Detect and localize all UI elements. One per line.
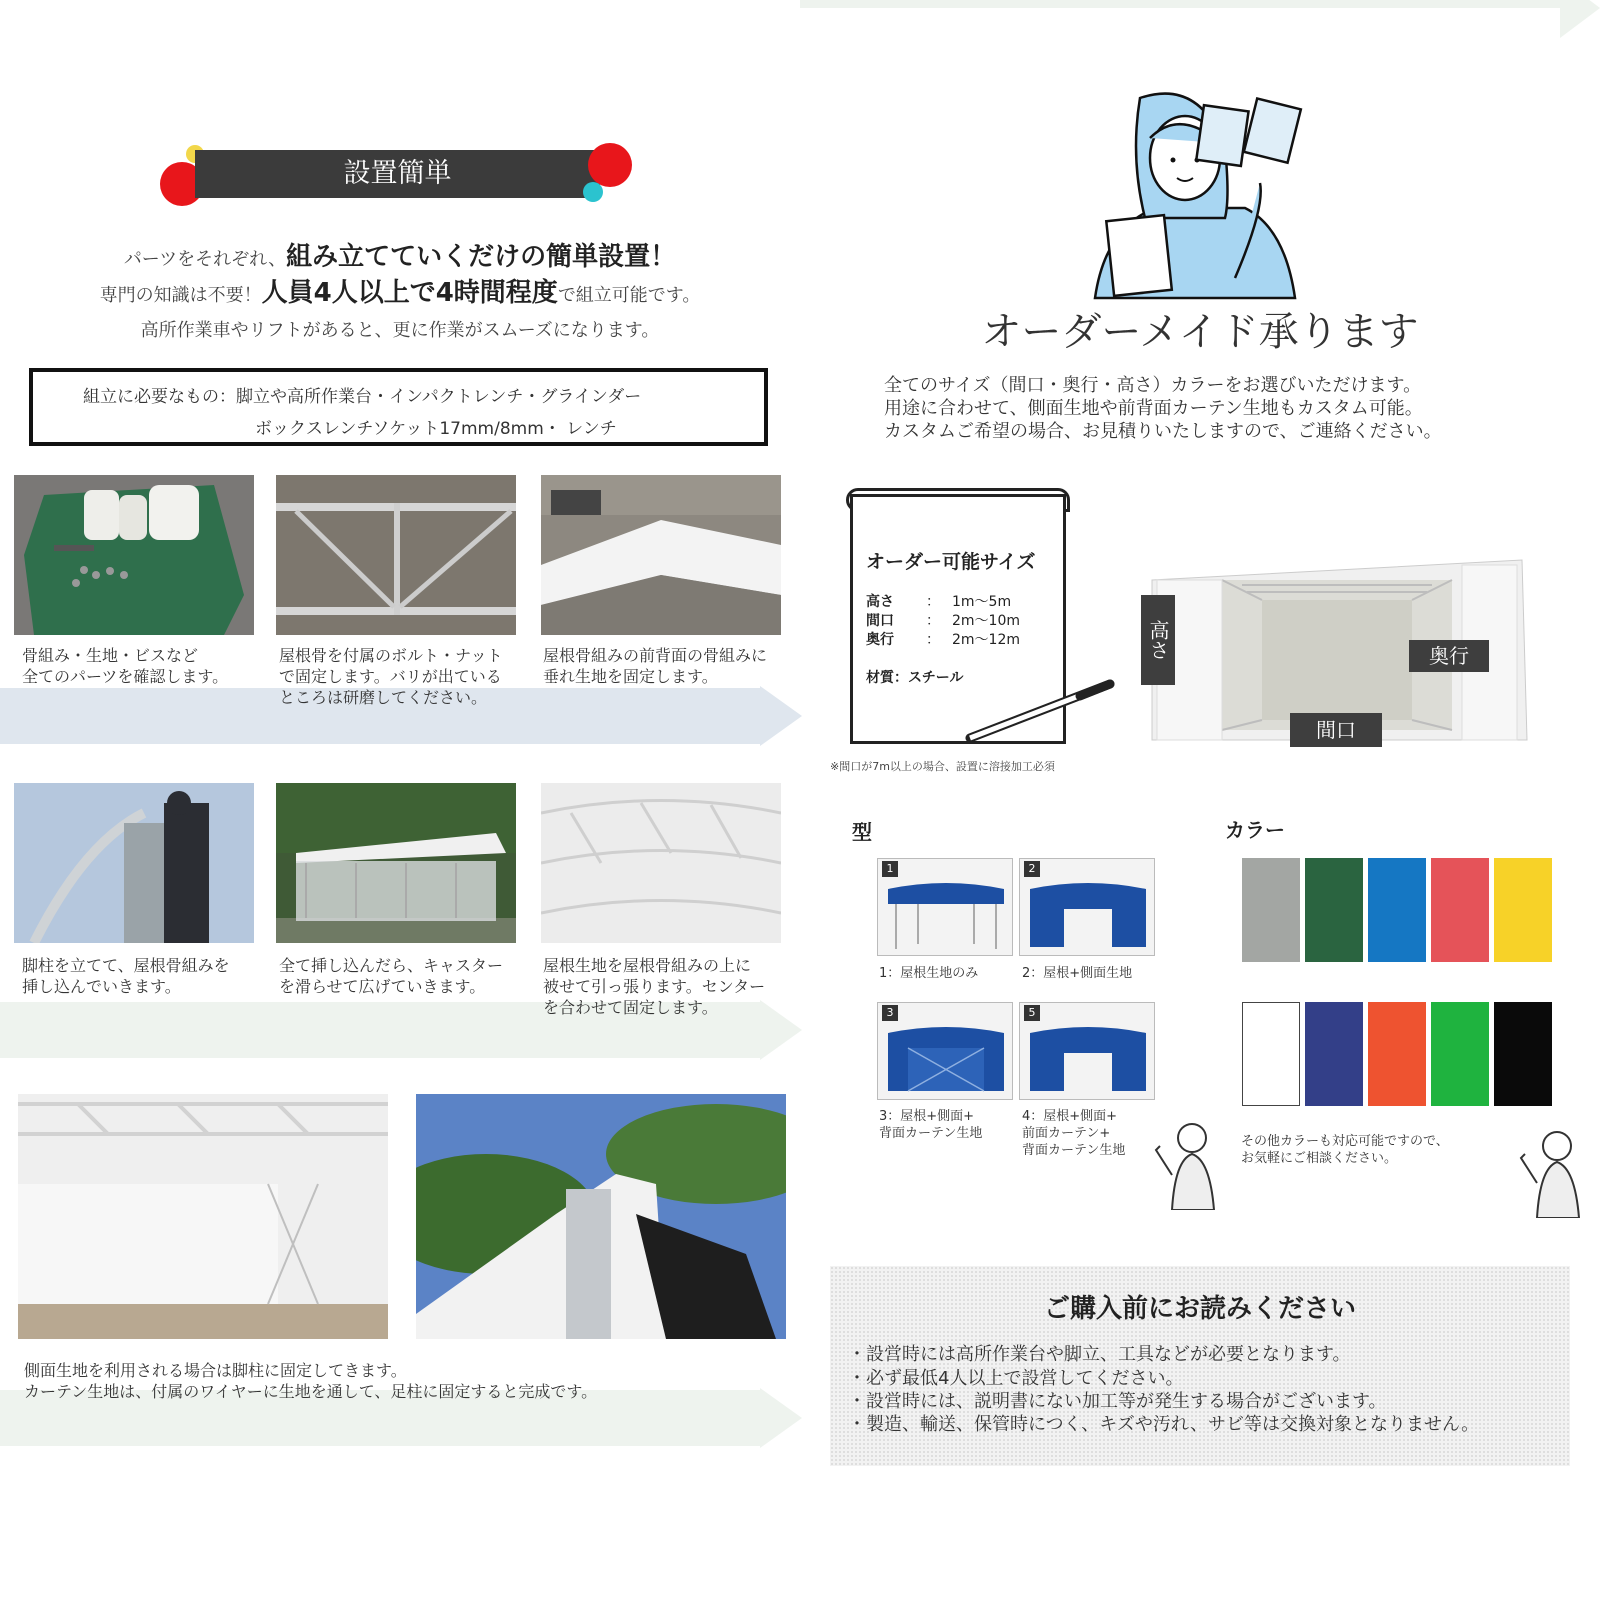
weld-note: ※間口が7m以上の場合、設置に溶接加工必須 (830, 760, 1055, 773)
size-row-height-sep: ： (926, 594, 940, 610)
section-title-easy-setup: 設置簡単 (195, 150, 600, 198)
dimension-height-label: 高さ (1141, 595, 1175, 685)
notice-item-1: ・設営時には高所作業台や脚立、工具などが必要となります。 (848, 1344, 1351, 1365)
size-row-depth-sep: ： (926, 632, 940, 648)
step-caption-1: 骨組み・生地・ビスなど 全てのパーツを確認します。 (22, 646, 229, 686)
type-label-1: 1：屋根生地のみ (879, 966, 979, 981)
size-row-width-label: 間口 (866, 613, 894, 629)
color-swatch-row2-2[interactable] (1305, 1002, 1363, 1106)
roof-fabric-illustration (541, 783, 781, 943)
step-photo-roof-frame (276, 475, 516, 635)
step-caption-3: 屋根骨組みの前背面の骨組みに 垂れ生地を固定します。 (543, 646, 768, 686)
type-image-3 (877, 1002, 1013, 1100)
color-swatch-row2-1[interactable] (1242, 1002, 1300, 1106)
step-photo-roof-fabric (541, 783, 781, 943)
curtain-fabric-illustration (416, 1094, 786, 1339)
order-title: オーダーメイド承ります (981, 309, 1419, 355)
step-photo-curtain-fabric (416, 1094, 786, 1339)
decor-dot-red-right (588, 143, 632, 187)
top-band-arrow (1560, 0, 1600, 38)
color-swatch-row1-2[interactable] (1305, 858, 1363, 962)
color-swatch-row1-1[interactable] (1242, 858, 1300, 962)
size-row-height-label: 高さ (866, 594, 894, 610)
size-card-title: オーダー可能サイズ (866, 551, 1036, 573)
step-caption-4: 脚柱を立てて、屋根骨組みを 挿し込んでいきます。 (22, 956, 230, 996)
order-description: 全てのサイズ（間口・奥行・高さ）カラーをお選びいただけます。 用途に合わせて、側面生地や前背面カーテン生地もカスタム可能。 カスタムご希望の場合、お見積りいたしますので、ご連絡ください。 (884, 375, 1442, 442)
purchase-notice (830, 1266, 1570, 1466)
step-caption-5: 全て挿し込んだら、キャスター を滑らせて広げていきます。 (279, 956, 504, 996)
type-image-1 (877, 858, 1013, 956)
staff-illustration (1085, 88, 1325, 308)
step-caption-6: 屋根生地を屋根骨組みの上に 被せて引っ張ります。センター を合わせて固定します。 (543, 956, 766, 1017)
dimension-width-label: 間口 (1290, 713, 1382, 747)
notice-item-3: ・設営時には、説明書にない加工等が発生する場合がございます。 (848, 1391, 1387, 1412)
type-number-5: 5 (1024, 1005, 1040, 1021)
pointing-person-icon-1 (1150, 1120, 1220, 1210)
type-number-2: 2 (1024, 861, 1040, 877)
size-row-depth-value: 2m～12m (952, 632, 1020, 648)
step-photo-parts (14, 475, 254, 635)
lead-line-1-pre: パーツをそれぞれ、 (123, 249, 287, 270)
step-photo-side-fabric (18, 1094, 388, 1339)
final-caption: 側面生地を利用される場合は脚柱に固定してきます。 カーテン生地は、付属のワイヤーに生地を通して、足柱に固定すると完成です。 (24, 1361, 598, 1401)
step-row-2-arrow (760, 1000, 802, 1060)
lead-line-2-post: で組立可能です。 (557, 285, 701, 306)
type-label-4: 4：屋根+側面+ 前面カーテン+ 背面カーテン生地 (1022, 1109, 1126, 1158)
color-swatch-row2-4[interactable] (1431, 1002, 1489, 1106)
type-heading: 型 (852, 820, 872, 844)
color-note: その他カラーも対応可能ですので、 お気軽にご相談ください。 (1241, 1134, 1449, 1166)
side-fabric-illustration (18, 1094, 388, 1339)
notice-item-4: ・製造、輸送、保管時につく、キズや汚れ、サビ等は交換対象となりません。 (848, 1414, 1480, 1435)
hanging-fabric-illustration (541, 475, 781, 635)
decor-dot-cyan (583, 182, 603, 202)
type-number-3: 3 (882, 1005, 898, 1021)
color-swatch-row2-3[interactable] (1368, 1002, 1426, 1106)
size-row-depth-label: 奥行 (866, 632, 894, 648)
step-photo-hanging-fabric (541, 475, 781, 635)
pointing-person-icon-2 (1515, 1128, 1585, 1218)
color-swatch-row1-3[interactable] (1368, 858, 1426, 962)
size-row-width-value: 2m～10m (952, 613, 1020, 629)
pen-icon (960, 676, 1120, 746)
slide-casters-illustration (276, 783, 516, 943)
size-row-width (866, 610, 1020, 630)
notice-item-2: ・必ず最低4人以上で設営してください。 (848, 1368, 1184, 1389)
step-row-3-arrow (760, 1388, 802, 1448)
size-row-height-value: 1m～5m (952, 594, 1012, 610)
dimension-depth-label: 奥行 (1409, 640, 1489, 672)
roof-frame-illustration (276, 475, 516, 635)
color-heading: カラー (1225, 818, 1285, 842)
lead-line-2-pre: 専門の知識は不要！ (99, 285, 262, 306)
type-label-2: 2：屋根+側面生地 (1022, 966, 1133, 981)
step-photo-slide-casters (276, 783, 516, 943)
lead-line-1 (0, 236, 800, 273)
color-swatch-row2-5[interactable] (1494, 1002, 1552, 1106)
step-photo-insert-frame (14, 783, 254, 943)
required-tools-box (29, 368, 768, 446)
type-image-2 (1019, 858, 1155, 956)
lead-line-3: 高所作業車やリフトがあると、更に作業がスムーズになります。 (140, 320, 660, 341)
lead-line-2 (0, 272, 800, 309)
type-image-4 (1019, 1002, 1155, 1100)
size-row-depth (866, 629, 1020, 649)
staff-woman-icon (1085, 88, 1325, 308)
insert-frame-illustration (14, 783, 254, 943)
size-row-width-sep: ： (926, 613, 940, 629)
step-row-1-arrow (760, 686, 802, 746)
notice-title: ご購入前にお読みください (1043, 1294, 1356, 1324)
size-card-material: 材質：スチール (866, 670, 964, 686)
type-label-3: 3：屋根+側面+ 背面カーテン生地 (879, 1109, 983, 1141)
top-band (800, 0, 1560, 8)
lead-line-1-bold: 組み立てていくだけの簡単設置！ (286, 242, 677, 272)
color-swatch-row1-5[interactable] (1494, 858, 1552, 962)
step-caption-2: 屋根骨を付属のボルト・ナット で固定します。バリが出ている ところは研磨してください。 (279, 646, 503, 707)
lead-line-2-bold: 人員4人以上で4時間程度 (261, 278, 558, 308)
required-tools-line-1: 組立に必要なもの：脚立や高所作業台・インパクトレンチ・グラインダー (83, 387, 642, 407)
size-row-height (866, 591, 1011, 611)
color-swatch-row1-4[interactable] (1431, 858, 1489, 962)
required-tools-line-2: ボックスレンチソケット17mm/8mm・ レンチ (255, 419, 617, 439)
type-number-1: 1 (882, 861, 898, 877)
parts-illustration (14, 475, 254, 635)
